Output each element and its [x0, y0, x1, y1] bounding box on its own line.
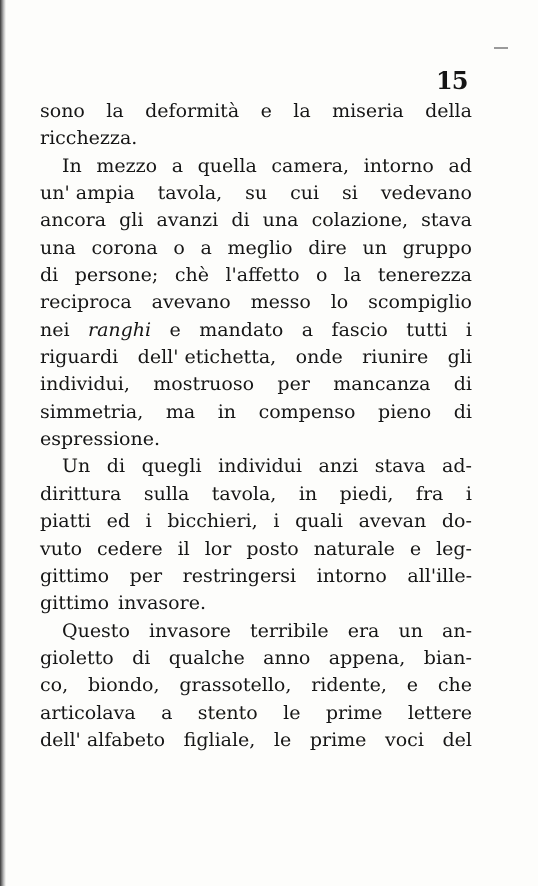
- word: era: [347, 619, 380, 642]
- word: sulla: [143, 482, 190, 505]
- word: pieno: [378, 400, 432, 423]
- word: a: [200, 236, 212, 259]
- word: dell' etichetta,: [137, 346, 277, 369]
- word: bian-: [423, 646, 472, 669]
- word: per: [129, 564, 163, 587]
- word: o: [173, 236, 185, 259]
- text-line: [40, 727, 472, 754]
- word: vuto: [40, 537, 83, 560]
- word: figliale,: [183, 728, 256, 751]
- text-line: [40, 700, 472, 727]
- word: miseria: [332, 100, 404, 122]
- word: per: [277, 373, 310, 396]
- word: prime: [309, 728, 367, 751]
- word: tutti: [406, 318, 448, 341]
- word: tavola,: [157, 182, 223, 205]
- word: dire: [308, 236, 347, 259]
- word: cedere: [97, 537, 163, 560]
- word: di: [453, 373, 472, 396]
- word: che: [437, 674, 472, 697]
- word: leg-: [436, 537, 472, 560]
- word: terribile: [249, 619, 329, 642]
- word: una: [40, 236, 76, 259]
- word: scompiglio: [368, 291, 472, 314]
- word: i: [145, 510, 152, 533]
- word: ad-: [442, 455, 472, 478]
- word: appena,: [328, 646, 406, 669]
- word: individui,: [40, 373, 130, 396]
- page-number: 15: [436, 66, 468, 95]
- word: intorno: [363, 154, 434, 177]
- word: avevan: [358, 510, 427, 533]
- word: e: [409, 537, 422, 560]
- word: di: [132, 646, 151, 669]
- text-line: [40, 98, 472, 125]
- word: gli: [119, 209, 144, 232]
- word: Un: [62, 455, 91, 478]
- word: vedevano: [380, 182, 472, 205]
- word: stava: [421, 209, 472, 232]
- word: anzi: [318, 455, 359, 478]
- word: i: [465, 482, 472, 505]
- word: riguardi: [40, 346, 119, 369]
- text-line: [40, 207, 472, 234]
- word: tenerezza: [377, 264, 472, 287]
- scan-mark: [494, 47, 508, 49]
- word: e: [260, 100, 272, 122]
- word: le: [283, 701, 301, 724]
- text-line: [40, 235, 472, 262]
- word: lettere: [407, 701, 472, 724]
- word: cui: [290, 182, 320, 205]
- word: la: [343, 264, 362, 287]
- word: deformità: [145, 100, 240, 122]
- word: la: [106, 100, 124, 122]
- word: della: [425, 100, 472, 122]
- word: quegli: [141, 455, 202, 478]
- word: il: [177, 537, 190, 560]
- text-line: [40, 125, 472, 152]
- text-line: [40, 153, 472, 180]
- word: stento: [197, 701, 258, 724]
- word: di: [453, 400, 472, 423]
- word: gruppo: [402, 236, 472, 259]
- word: quella: [197, 154, 257, 177]
- text-line: [40, 426, 472, 453]
- word: grassotello,: [179, 674, 292, 697]
- word: quali: [295, 510, 343, 533]
- word: lo: [330, 291, 349, 314]
- scan-binding-shadow: [0, 0, 6, 886]
- word: onde: [295, 346, 343, 369]
- word: tavola,: [211, 482, 277, 505]
- word: piatti: [40, 510, 91, 533]
- word: avanzi: [156, 209, 219, 232]
- word: la: [293, 100, 311, 122]
- word: camera,: [271, 154, 350, 177]
- word: chè: [174, 264, 209, 287]
- word: colazione,: [311, 209, 409, 232]
- text-line: [40, 481, 472, 508]
- word: lor: [204, 537, 232, 560]
- word: e: [406, 674, 419, 697]
- word: una: [262, 209, 299, 232]
- word: bicchieri,: [167, 510, 258, 533]
- word: di: [40, 264, 59, 287]
- word: espressione.: [40, 428, 161, 451]
- word: all'ille-: [407, 564, 472, 587]
- word: individui: [218, 455, 302, 478]
- word: ridente,: [311, 674, 387, 697]
- word: in: [298, 482, 318, 505]
- word: su: [245, 182, 268, 205]
- word: un: [398, 619, 423, 642]
- word: Questo: [62, 619, 130, 642]
- word: riunire: [362, 346, 429, 369]
- word: invasore: [148, 619, 231, 642]
- word: ranghi: [87, 318, 152, 341]
- word: ancora: [40, 209, 107, 232]
- word: dell' alfabeto: [40, 728, 166, 751]
- text-line: [40, 672, 472, 699]
- word: co,: [40, 674, 69, 697]
- text-line: [40, 563, 472, 590]
- text-line: [40, 262, 472, 289]
- word: posto: [246, 537, 299, 560]
- word: gittimo: [40, 564, 110, 587]
- word: mancanza: [333, 373, 431, 396]
- word: a: [171, 154, 184, 177]
- word: In: [62, 154, 82, 177]
- word: restringersi: [182, 564, 297, 587]
- word: meglio: [227, 236, 293, 259]
- word: dirittura: [40, 482, 122, 505]
- text-line: [40, 590, 472, 617]
- word: invasore.: [118, 592, 206, 615]
- word: persone;: [74, 264, 159, 287]
- word: ma: [165, 400, 196, 423]
- word: un' ampia: [40, 182, 135, 205]
- word: gli: [447, 346, 472, 369]
- word: i: [465, 318, 472, 341]
- word: biondo,: [87, 674, 160, 697]
- word: l'affetto: [225, 264, 300, 287]
- word: ed: [106, 510, 130, 533]
- text-line: [40, 645, 472, 672]
- word: o: [316, 264, 328, 287]
- word: naturale: [313, 537, 395, 560]
- text-line: [40, 289, 472, 316]
- word: stava: [374, 455, 426, 478]
- word: di: [231, 209, 250, 232]
- word: gioletto: [40, 646, 114, 669]
- word: gittimo: [40, 592, 110, 615]
- word: mezzo: [96, 154, 158, 177]
- text-line: [40, 180, 472, 207]
- text-line: [40, 536, 472, 563]
- word: qualche: [168, 646, 245, 669]
- word: ricchezza.: [40, 127, 138, 150]
- word: do-: [441, 510, 472, 533]
- word: a: [301, 318, 314, 341]
- word: intorno: [316, 564, 387, 587]
- word: un: [362, 236, 387, 259]
- word: anno: [263, 646, 311, 669]
- word: le: [273, 728, 292, 751]
- text-line: [40, 317, 472, 344]
- word: fra: [415, 482, 444, 505]
- word: reciproca: [40, 291, 132, 314]
- word: e: [169, 318, 181, 341]
- text-line: [40, 453, 472, 480]
- word: di: [106, 455, 126, 478]
- word: in: [217, 400, 237, 423]
- text-line: [40, 399, 472, 426]
- word: ad: [448, 154, 472, 177]
- word: simmetria,: [40, 400, 144, 423]
- word: sono: [40, 100, 85, 122]
- word: mostruoso: [153, 373, 255, 396]
- word: an-: [442, 619, 472, 642]
- word: mandato: [199, 318, 284, 341]
- word: si: [342, 182, 358, 205]
- word: del: [442, 728, 472, 751]
- text-line: [40, 618, 472, 645]
- word: messo: [250, 291, 311, 314]
- word: nei: [40, 318, 70, 341]
- word: fascio: [331, 318, 388, 341]
- word: avevano: [151, 291, 231, 314]
- word: corona: [91, 236, 158, 259]
- body-text: [40, 98, 472, 754]
- word: articolava: [40, 701, 136, 724]
- text-line: [40, 508, 472, 535]
- text-line: [40, 371, 472, 398]
- word: i: [273, 510, 280, 533]
- word: compenso: [258, 400, 356, 423]
- word: a: [161, 701, 173, 724]
- word: piedi,: [339, 482, 394, 505]
- word: voci: [385, 728, 424, 751]
- word: prime: [325, 701, 383, 724]
- text-line: [40, 344, 472, 371]
